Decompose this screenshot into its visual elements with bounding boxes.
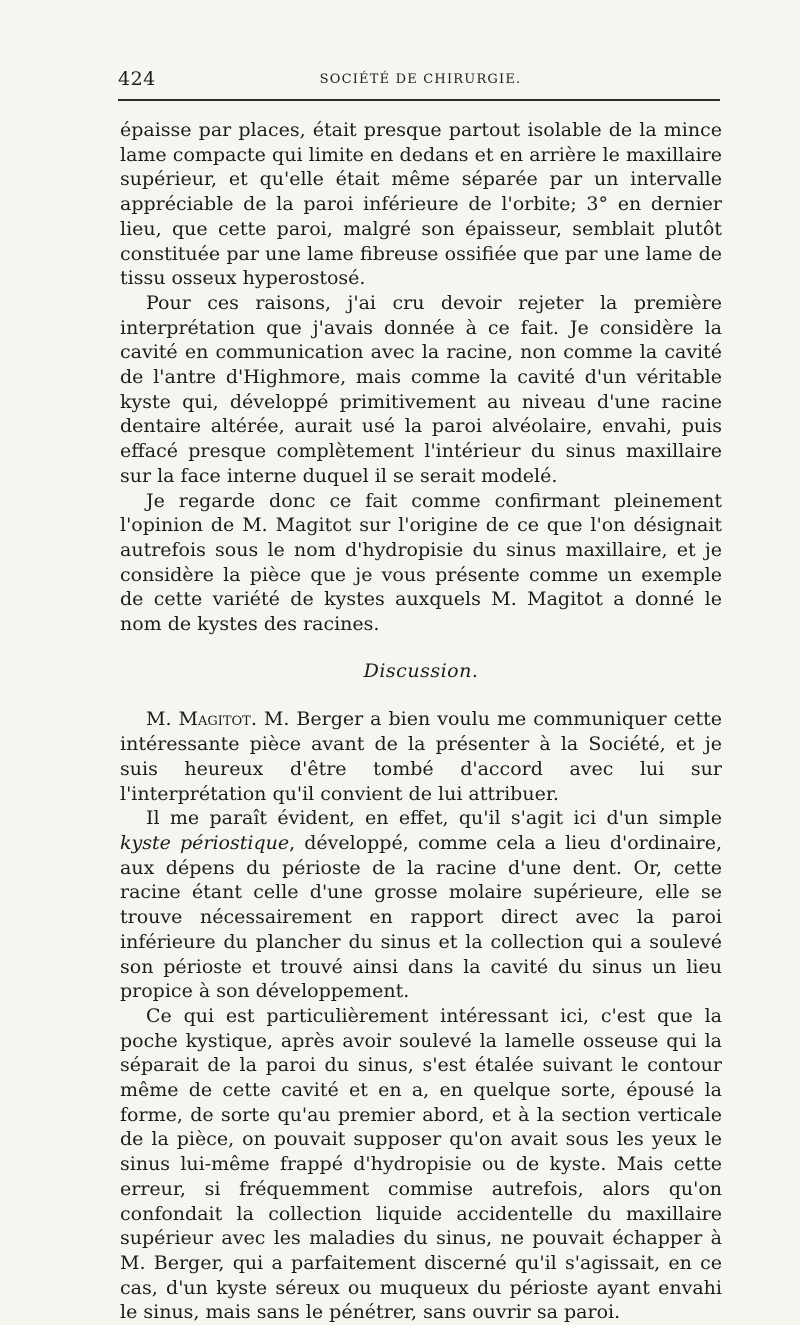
paragraph-4 xyxy=(120,707,722,806)
paragraph-1: épaisse par places, était presque partout isolable de la mince lame compacte qui limite en dedans et en arrière le maxillaire supérieur, et qu'elle était même séparée par un intervalle appréciable de la paroi inférieure de l'orbite; 3° en dernier lieu, que cette paroi, malgré son épaisseur, semblait plutôt constituée par une lame fibreuse ossifiée que par une lame de tissu osseux hyperostosé. xyxy=(120,119,722,290)
header-rule xyxy=(118,99,720,101)
paragraph-5-emphasis: kyste périostique xyxy=(120,831,290,854)
speaker-name: M. Magitot. xyxy=(146,708,257,731)
paragraph-3: Je regarde donc ce fait comme confirmant pleinement l'opinion de M. Magitot sur l'origine de ce que l'on désignait autrefois sous le nom d'hydropisie du sinus maxillaire, et je considère la pièce que je vous présente comme un exemple de cette variété de kystes auxquels M. Magitot a donné le nom de kystes des racines. xyxy=(120,489,722,636)
running-title: SOCIÉTÉ DE CHIRURGIE. xyxy=(319,72,522,87)
section-title-discussion: Discussion. xyxy=(363,659,479,682)
page-number: 424 xyxy=(118,68,156,90)
paragraph-5-after: , développé, comme cela a lieu d'ordinaire, aux dépens du périoste de la racine d'une dent. Or, cette racine étant celle d'une grosse molaire supérieure, elle se trouve nécessairement en rapport direct avec la paroi inférieure du plancher du sinus et la collection qui a soulevé son périoste et trouvé ainsi dans la cavité du sinus un lieu propice à son développement. xyxy=(120,831,722,1003)
body-text xyxy=(120,118,722,1325)
paragraph-5 xyxy=(120,806,722,1004)
paragraph-4-text: M. Berger a bien voulu me communiquer cette intéressante pièce avant de la présenter à la Société, et je suis heureux d'être tombé d'accord avec lui sur l'interprétation qu'il convient de lui attribuer. xyxy=(120,708,722,805)
paragraph-2: Pour ces raisons, j'ai cru devoir rejeter la première interprétation que j'avais donnée à ce fait. Je considère la cavité en communication avec la racine, non comme la cavité de l'antre d'Highmore, mais comme la cavité d'un véritable kyste qui, développé primitivement au niveau d'une racine dentaire altérée, aurait usé la paroi alvéolaire, envahi, puis effacé presque complètement l'intérieur du sinus maxillaire sur la face interne duquel il se serait modelé. xyxy=(120,291,722,487)
paragraph-5-before: Il me paraît évident, en effet, qu'il s'agit ici d'un simple xyxy=(146,807,722,830)
paragraph-6: Ce qui est particulièrement intéressant ici, c'est que la poche kystique, après avoir soulevé la lamelle osseuse qui la séparait de la paroi du sinus, s'est étalée suivant le contour même de cette cavité et en a, en quelque sorte, épousé la forme, de sorte qu'au premier abord, et à la section verticale de la pièce, on pouvait supposer qu'on avait sous les yeux le sinus lui-même frappé d'hydropisie ou de kyste. Mais cette erreur, si fréquemment commise autrefois, alors qu'on confondait la collection liquide accidentelle du maxillaire supérieur avec les maladies du sinus, ne pouvait échapper à M. Berger, qui a parfaitement discerné qu'il s'agissait, en ce cas, d'un kyste séreux ou muqueux du périoste ayant envahi le sinus, mais sans le pénétrer, sans ouvrir sa paroi. xyxy=(120,1004,722,1324)
page-header xyxy=(118,68,723,98)
